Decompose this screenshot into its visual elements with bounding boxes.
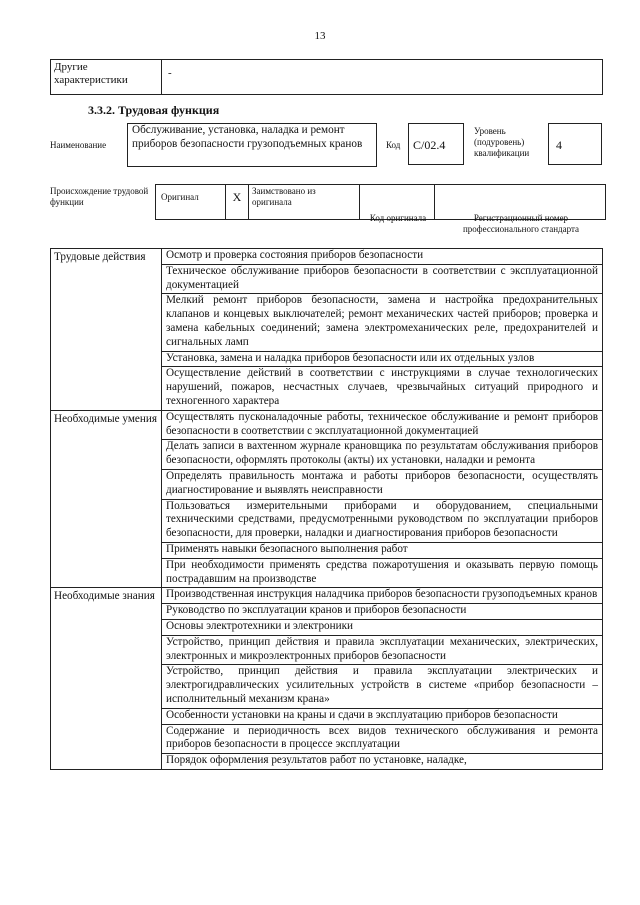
section-item-cell: Основы электротехники и электроники (162, 619, 603, 635)
function-details-table (50, 248, 603, 770)
code-label: Код (386, 140, 401, 150)
section-item-cell: Определять правильность монтажа и работы приборов безопасности, осуществлять диагностирование и выявлять неисправности (162, 469, 603, 499)
other-characteristics-label: Другие характеристики (51, 60, 162, 95)
original-label: Оригинал (156, 185, 226, 220)
code-original-caption: Код оригинала (369, 213, 427, 223)
function-code-box: С/02.4 (408, 123, 464, 165)
function-name-box: Обслуживание, установка, наладка и ремонт приборов безопасности грузоподъемных кранов (127, 123, 377, 167)
other-characteristics-value: - (162, 60, 603, 95)
reg-number-caption: Регистрационный номер профессионального стандарта (462, 213, 580, 234)
section-category-cell: Необходимые умения (51, 410, 162, 588)
section-item-cell: Мелкий ремонт приборов безопасности, замена и настройка предохранительных клапанов и концевых выключателей; ремонт механических частей приборов; проверка и замена кабельных соединений; замена электромеханических реле, предохранителей и сигнальных ламп (162, 294, 603, 351)
section-item-cell: Применять навыки безопасного выполнения работ (162, 542, 603, 558)
section-title: 3.3.2. Трудовая функция (88, 103, 220, 117)
borrowed-label: Заимствовано из оригинала (249, 185, 360, 220)
name-label: Наименование (50, 140, 107, 150)
section-item-cell: Техническое обслуживание приборов безопасности в соответствии с эксплуатационной документацией (162, 264, 603, 294)
section-category-cell: Трудовые действия (51, 249, 162, 411)
section-item-cell: Производственная инструкция наладчика приборов безопасности грузоподъемных кранов (162, 588, 603, 604)
section-item-cell: Пользоваться измерительными приборами и оборудованием, специальными техническими средствами, предусмотренными руководством по эксплуатации приборов безопасности, для проверки, наладки и диагностирования приборов безопасности (162, 499, 603, 542)
section-item-cell: Порядок оформления результатов работ по установке, наладке, (162, 754, 603, 770)
table-row (51, 249, 603, 265)
table-row (51, 410, 603, 440)
section-item-cell: Осуществление действий в соответствии с инструкциями в случае технологических нарушений, пожаров, несчастных случаев, чрезвычайных ситуаций природного и техногенного характера (162, 367, 603, 410)
original-mark: X (226, 185, 249, 220)
section-item-cell: Содержание и периодичность всех видов технического обслуживания и ремонта приборов безопасности в процессе эксплуатации (162, 724, 603, 754)
table-row (51, 588, 603, 604)
section-item-cell: Установка, замена и наладка приборов безопасности или их отдельных узлов (162, 351, 603, 367)
qualification-level-box: 4 (548, 123, 602, 165)
section-item-cell: Осуществлять пусконаладочные работы, техническое обслуживание и ремонт приборов безопасности в соответствии с эксплуатационной документацией (162, 410, 603, 440)
page-number: 13 (314, 30, 326, 42)
section-item-cell: Устройство, принцип действия и правила эксплуатации механических, электрических, электронных и микроэлектронных приборов безопасности (162, 635, 603, 665)
section-item-cell: Руководство по эксплуатации кранов и приборов безопасности (162, 604, 603, 620)
section-item-cell: При необходимости применять средства пожаротушения и оказывать первую помощь пострадавшим на производстве (162, 558, 603, 588)
section-item-cell: Осмотр и проверка состояния приборов безопасности (162, 249, 603, 265)
origin-label: Происхождение трудовой функции (50, 186, 149, 207)
section-item-cell: Делать записи в вахтенном журнале крановщика по результатам обслуживания приборов безопасности, оформлять протоколы (акты) их установки, наладки и ремонта (162, 440, 603, 470)
level-label: Уровень (подуровень) квалификации (474, 126, 530, 158)
section-category-cell: Необходимые знания (51, 588, 162, 770)
section-item-cell: Особенности установки на краны и сдачи в эксплуатацию приборов безопасности (162, 708, 603, 724)
other-characteristics-table (50, 59, 603, 95)
section-item-cell: Устройство, принцип действия и правила эксплуатации электрических и электрогидравлических усилительных устройств в системе «прибор безопасности – исполнительный механизм крана» (162, 665, 603, 708)
